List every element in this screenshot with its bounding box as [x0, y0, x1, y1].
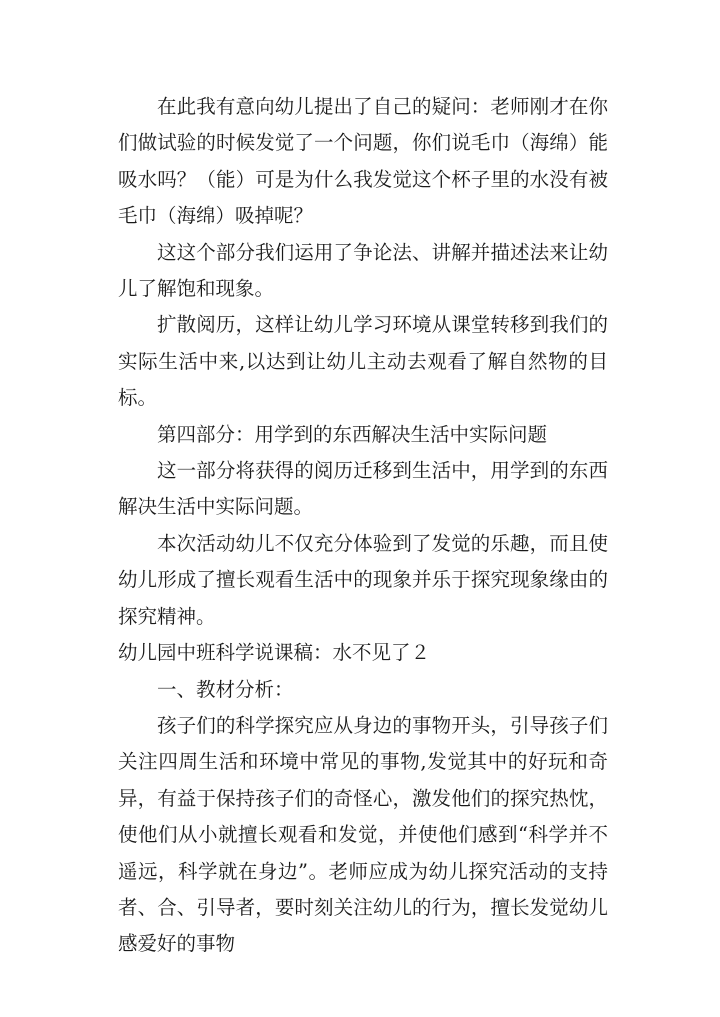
paragraph-question: 在此我有意向幼儿提出了自己的疑问：老师刚才在你们做试验的时候发觉了一个问题，你们说毛巾（海绵）能吸水吗？（能）可是为什么我发觉这个杯子里的水没有被毛巾（海绵）吸掉呢？ [118, 95, 608, 228]
subsection-heading: 一、教材分析： [157, 677, 294, 701]
paragraph-material-analysis: 孩子们的科学探究应从身边的事物开头，引导孩子们关注四周生活和环境中常见的事物,发觉其中的好玩和奇异，有益于保持孩子们的奇怪心，激发他们的探究热忱，使他们从小就擅长观看和发觉，并使他们感到“科学并不遥远，科学就在身边”。老师应成为幼儿探究活动的支持者、合、引导者，要时刻关注幼儿的行为，擅长发觉幼儿感爱好的事物 [118, 713, 608, 956]
section-title: 幼儿园中班科学说课稿：水不见了２ [118, 641, 431, 665]
paragraph-extend: 扩散阅历，这样让幼儿学习环境从课堂转移到我们的实际生活中来,以达到让幼儿主动去观看了解自然物的目标。 [118, 313, 608, 410]
paragraph-method: 这这个部分我们运用了争论法、讲解并描述法来让幼儿了解饱和现象。 [118, 240, 608, 301]
document-body [118, 89, 608, 963]
paragraph-summary: 本次活动幼儿不仅充分体验到了发觉的乐趣，而且使幼儿形成了擅长观看生活中的现象并乐于探究现象缘由的探究精神。 [118, 531, 608, 628]
paragraph-part-four-body: 这一部分将获得的阅历迁移到生活中，用学到的东西解决生活中实际问题。 [118, 459, 608, 519]
paragraph-part-four-heading: 第四部分：用学到的东西解决生活中实际问题 [157, 422, 548, 446]
